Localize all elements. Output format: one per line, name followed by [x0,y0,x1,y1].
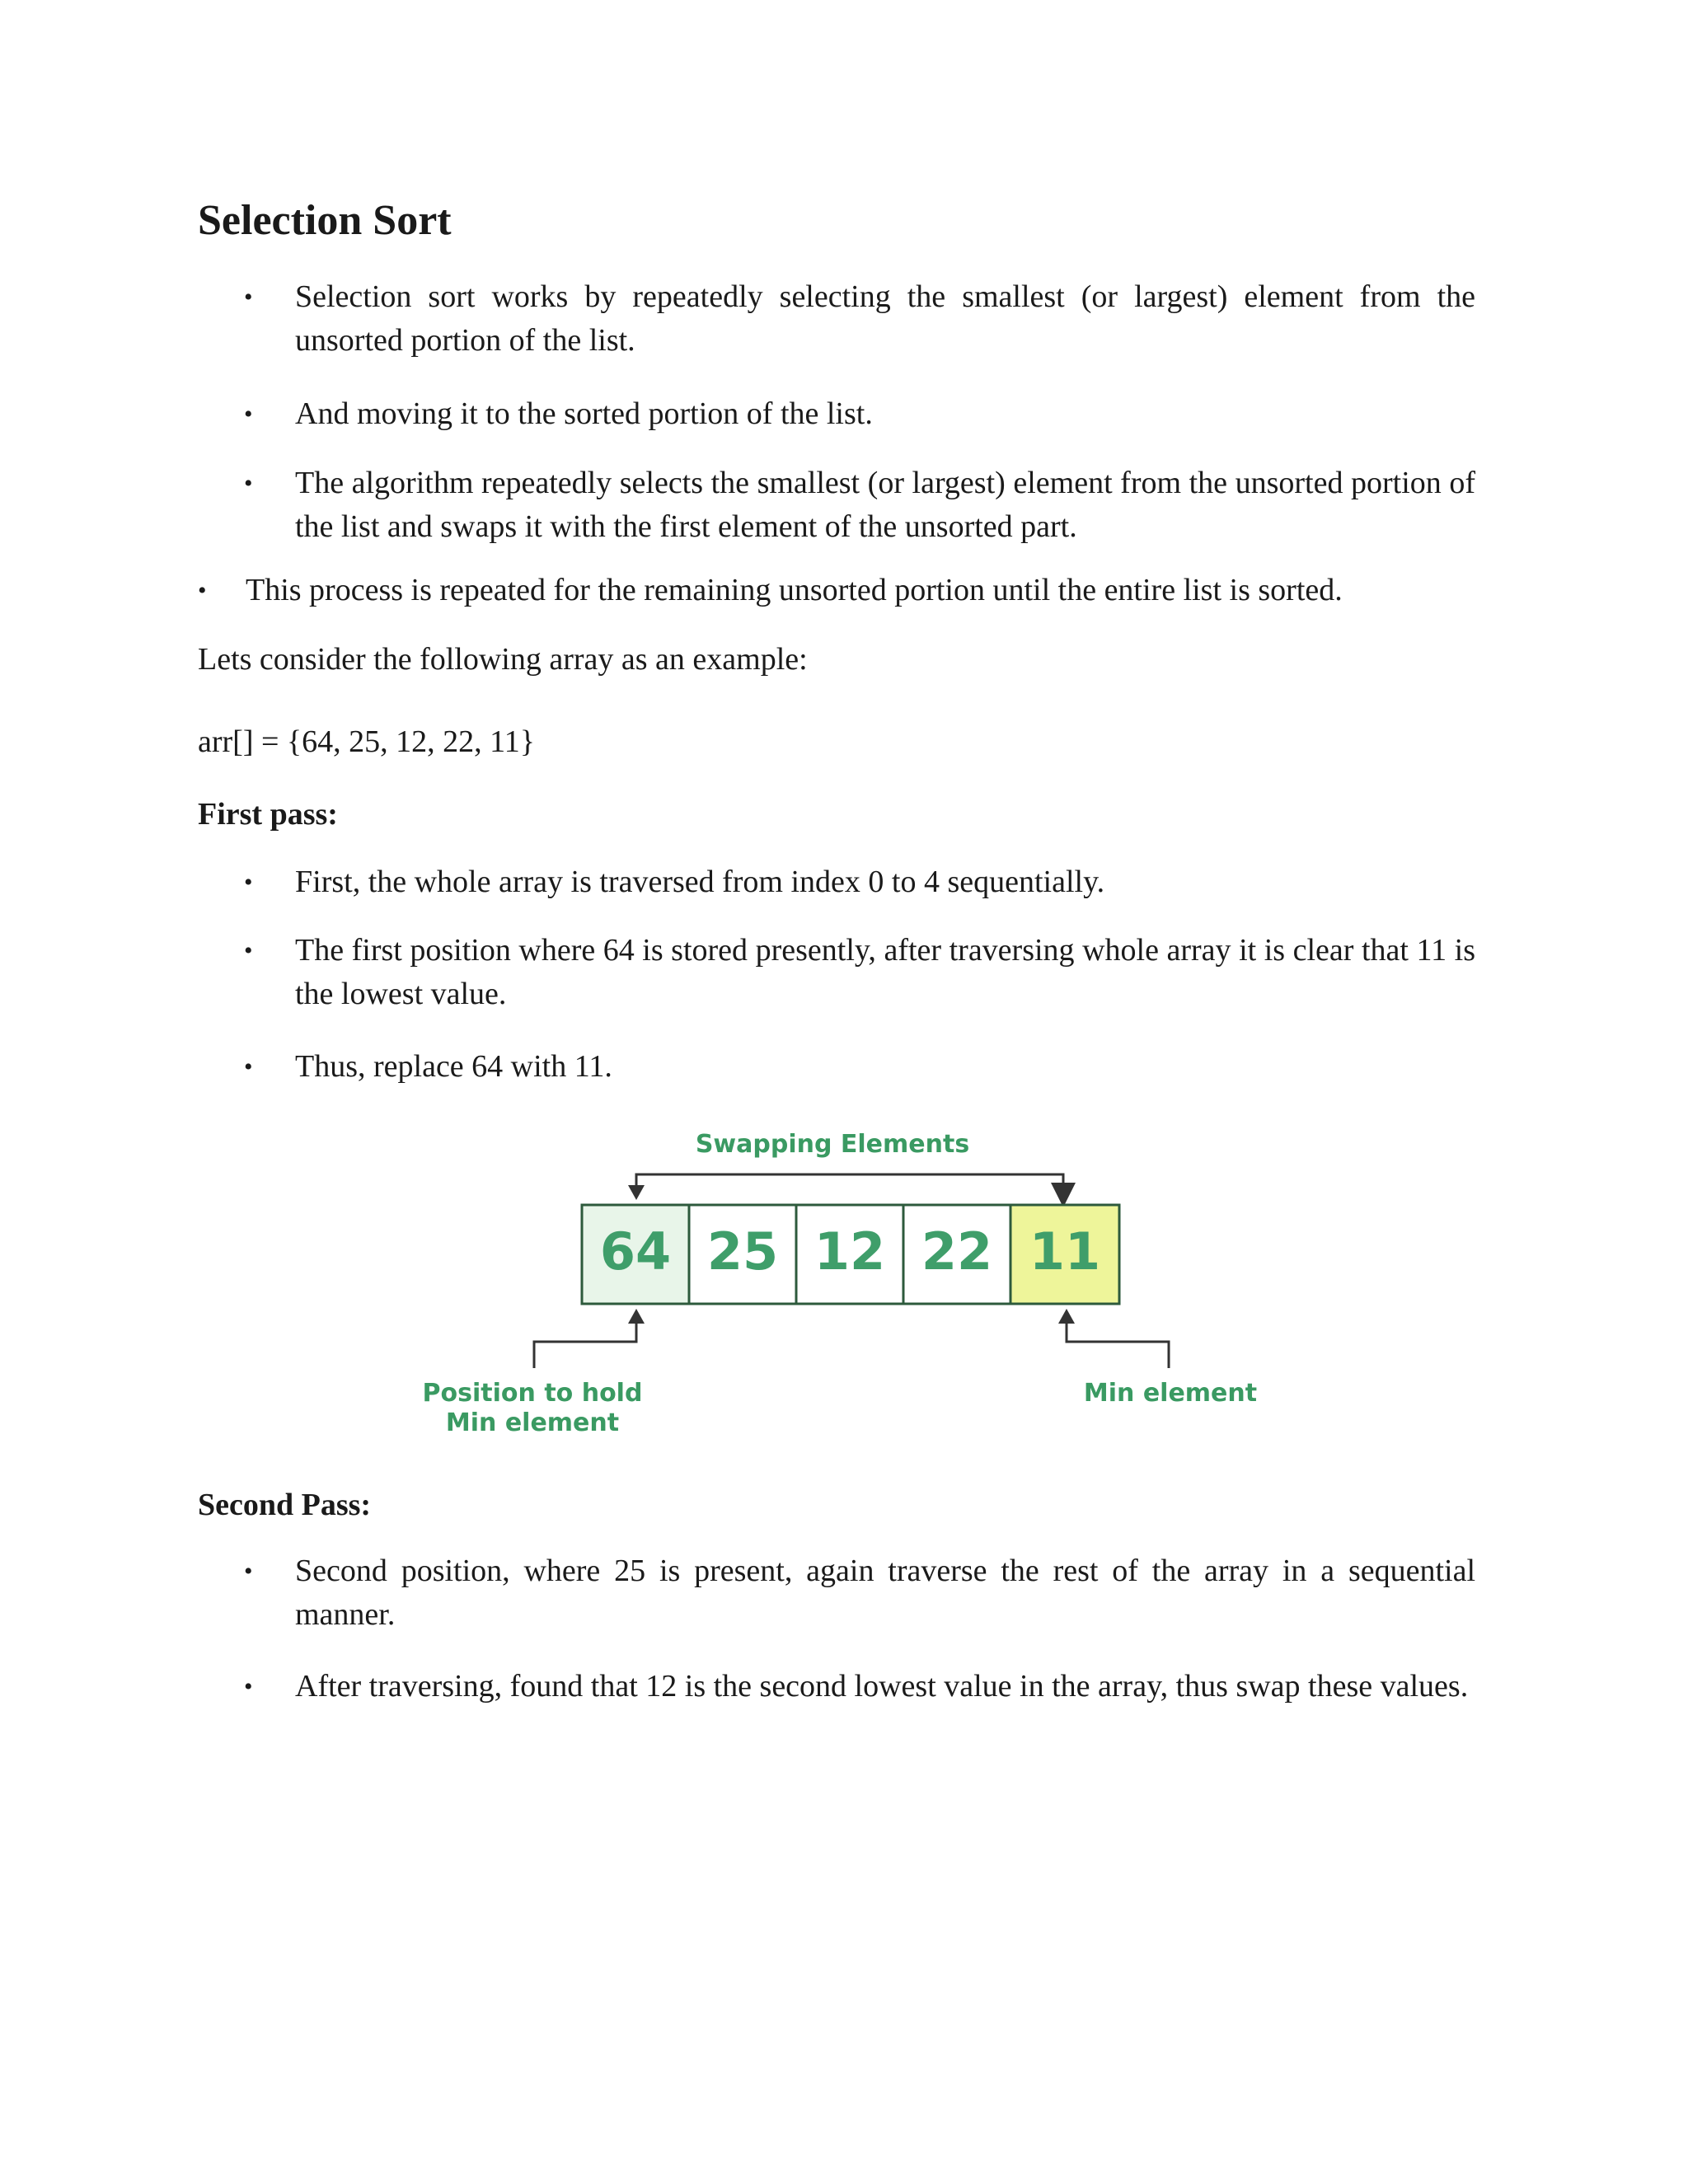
bullet-icon: • [244,284,253,311]
list-item-text: The algorithm repeatedly selects the smallest (or largest) element from the unsorted portion of the list and swaps it with the first element of the unsorted part. [295,466,1475,544]
list-item [244,929,1475,1016]
bullet-icon: • [244,869,253,896]
list-item [244,1665,1475,1708]
example-intro: Lets consider the following array as an example: [198,642,808,677]
bullet-icon: • [244,1053,253,1080]
array-cell-value: 12 [814,1221,886,1282]
second-pass-heading: Second Pass: [198,1488,372,1522]
swapping-elements-label: Swapping Elements [695,1130,970,1159]
array-definition: arr[] = {64, 25, 12, 22, 11} [198,724,535,759]
list-item-text: First, the whole array is traversed from index 0 to 4 sequentially. [295,865,1105,899]
min-element-label: Min element [1083,1379,1258,1408]
list-item [244,1549,1475,1637]
list-item [244,1045,1475,1089]
list-item-text: Selection sort works by repeatedly selecting the smallest (or largest) element from the unsorted portion of the list. [295,279,1475,358]
list-item [198,569,1482,612]
list-item-text: And moving it to the sorted portion of the list. [295,396,873,431]
position-arrow-head [628,1309,645,1324]
list-item [244,392,1475,436]
min-arrow-head [1058,1309,1075,1324]
array-cell-value: 64 [599,1221,672,1282]
position-label-line1: Position to hold [422,1379,643,1408]
bullet-icon: • [244,1558,253,1585]
bullet-icon: • [244,401,253,428]
array-cell-value: 25 [706,1221,779,1282]
list-item-text: The first position where 64 is stored presently, after traversing whole array it is clear that 11 is the lowest value. [295,933,1475,1011]
swap-arrow-left-head [628,1185,645,1200]
first-pass-heading: First pass: [198,797,338,832]
page-title: Selection Sort [198,197,452,244]
swap-diagram [0,1121,1688,1451]
list-item [244,860,1475,904]
array-cell-value: 22 [921,1221,993,1282]
swap-arrow [636,1174,1063,1195]
list-item-text: Second position, where 25 is present, again traverse the rest of the array in a sequential manner. [295,1554,1475,1632]
min-arrow [1067,1312,1169,1368]
bullet-icon: • [198,577,207,604]
bullet-icon: • [244,937,253,964]
position-label-line2: Min element [445,1408,620,1437]
position-arrow [534,1312,636,1368]
list-item-text: Thus, replace 64 with 11. [295,1049,612,1084]
list-item-text: After traversing, found that 12 is the second lowest value in the array, thus swap these values. [295,1669,1469,1704]
bullet-icon: • [244,470,253,497]
array-cell-value: 11 [1029,1221,1101,1282]
list-item-text: This process is repeated for the remaining unsorted portion until the entire list is sorted. [246,573,1343,607]
list-item [244,275,1475,363]
bullet-icon: • [244,1673,253,1700]
list-item [244,462,1475,549]
